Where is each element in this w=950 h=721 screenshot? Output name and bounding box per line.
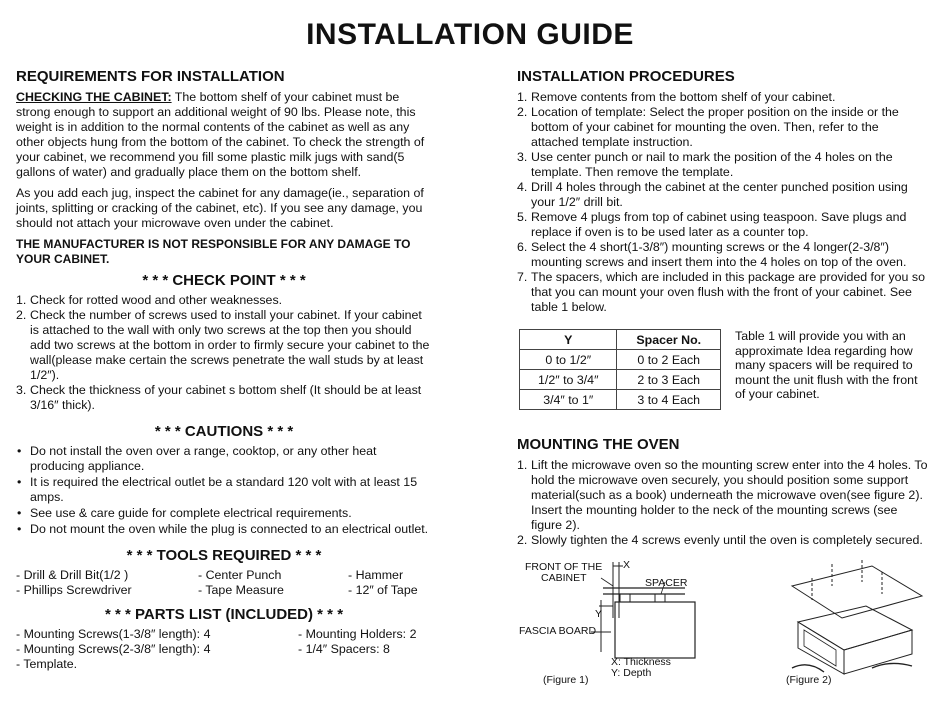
parts-list — [16, 627, 432, 672]
item-number: 7. — [517, 270, 528, 284]
figure-1-caption: (Figure 1) — [543, 674, 589, 686]
depth-note: Y: Depth — [611, 667, 652, 679]
figure-1 — [515, 556, 715, 696]
item-number: 1. — [16, 293, 27, 307]
column-header: Y — [520, 330, 617, 350]
list-item — [16, 475, 432, 505]
parts-heading: * * * PARTS LIST (INCLUDED) * * * — [104, 606, 344, 623]
item-text: Do not mount the oven while the plug is connected to an electrical outlet. — [30, 522, 429, 536]
item-text: Check for rotted wood and other weaknesses. — [30, 293, 283, 307]
list-item — [517, 90, 929, 105]
jug-paragraph: As you add each jug, inspect the cabinet for any damage(ie., separation of joints, splitting or cracking of the cabinet, etc). If you see any damage, you should not attach your microwave oven under the cabinet. — [16, 186, 424, 230]
figure-2 — [772, 556, 932, 696]
list-item — [16, 308, 432, 383]
table-row — [520, 350, 721, 370]
y-label: Y — [595, 608, 603, 620]
list-item — [517, 458, 929, 533]
column-header: Spacer No. — [617, 330, 721, 350]
cautions-list — [16, 444, 432, 537]
figure-2-diagram-icon — [772, 556, 932, 686]
item-number: 2. — [517, 105, 528, 119]
spacer-table — [519, 329, 721, 410]
procedures-list — [517, 90, 929, 315]
list-item — [517, 180, 929, 210]
list-item: - Phillips Screwdriver — [16, 583, 132, 597]
table-note: Table 1 will provide you with an approximate Idea regarding how many spacers will be required to mount the unit flush with the front of your cabinet. — [735, 329, 918, 401]
page-title: INSTALLATION GUIDE — [306, 18, 634, 51]
bullet-icon: • — [17, 506, 22, 520]
item-text: See use & care guide for complete electrical requirements. — [30, 506, 352, 520]
table-cell: 3 to 4 Each — [617, 390, 721, 410]
item-number: 4. — [517, 180, 528, 194]
check-point-list — [16, 293, 432, 413]
item-text: Remove contents from the bottom shelf of your cabinet. — [531, 90, 836, 104]
check-point-heading: * * * CHECK POINT * * * — [142, 272, 306, 289]
list-item: - Mounting Screws(2-3/8″ length): 4 — [16, 642, 211, 656]
list-item — [16, 383, 432, 413]
list-item — [16, 293, 432, 308]
cautions-heading: * * * CAUTIONS * * * — [154, 423, 294, 440]
table-cell: 2 to 3 Each — [617, 370, 721, 390]
list-item — [517, 240, 929, 270]
item-text: Use center punch or nail to mark the position of the 4 holes on the template. Then remove the template. — [531, 150, 893, 179]
list-item: - Template. — [16, 657, 78, 671]
item-text: Drill 4 holes through the cabinet at the center punched position using your 1/2″ drill bit. — [531, 180, 908, 209]
item-number: 1. — [517, 458, 528, 472]
bullet-icon: • — [17, 522, 22, 536]
list-item — [517, 105, 929, 150]
manufacturer-warning: THE MANUFACTURER IS NOT RESPONSIBLE FOR ANY DAMAGE TO YOUR CABINET. — [16, 237, 411, 266]
cabinet-label: CABINET — [541, 572, 587, 584]
list-item: - Tape Measure — [198, 583, 284, 597]
list-item — [517, 533, 929, 548]
procedures-heading: INSTALLATION PROCEDURES — [517, 68, 735, 85]
check-cabinet-paragraph — [16, 90, 432, 180]
bullet-icon: • — [17, 475, 22, 489]
tools-heading: * * * TOOLS REQUIRED * * * — [126, 547, 322, 564]
table-row — [520, 370, 721, 390]
tools-list — [16, 568, 432, 598]
table-cell: 0 to 1/2″ — [520, 350, 617, 370]
x-label: X — [623, 559, 631, 571]
item-text: Check the number of screws used to install your cabinet. If your cabinet is attached to the wall with only two screws at the top then you should add two screws at the bottom in order to firmly secure your cabinet to the wall(please make certain the screws penetrate the wall studs by at least 1/2″). — [30, 308, 430, 382]
table-cell: 1/2″ to 3/4″ — [520, 370, 617, 390]
list-item: - Drill & Drill Bit(1/2 ) — [16, 568, 129, 582]
requirements-heading: REQUIREMENTS FOR INSTALLATION — [16, 68, 285, 85]
item-text: Location of template: Select the proper position on the inside or the bottom of your cabinet for mounting the oven. Then, refer to the attached template instruction. — [531, 105, 899, 149]
item-text: Check the thickness of your cabinet s bottom shelf (It should be at least 3/16″ thick). — [30, 383, 422, 412]
list-item — [517, 210, 929, 240]
item-number: 3. — [517, 150, 528, 164]
table-header-row — [520, 330, 721, 350]
list-item: - 12″ of Tape — [348, 583, 418, 597]
table-row — [520, 390, 721, 410]
item-text: Lift the microwave oven so the mounting screw enter into the 4 holes. To hold the microwave oven securely, you should position some support material(such as a book) underneath the microwave oven(see figure 2). Insert the mounting holder to the neck of the mounting screws (see figure 2). — [531, 458, 928, 532]
item-number: 1. — [517, 90, 528, 104]
mounting-heading: MOUNTING THE OVEN — [517, 436, 680, 453]
item-text: Slowly tighten the 4 screws evenly until the oven is completely secured. — [531, 533, 923, 547]
spacer-label: SPACER — [645, 577, 688, 589]
item-text: It is required the electrical outlet be a standard 120 volt with at least 15 amps. — [30, 475, 418, 504]
left-column — [16, 68, 432, 672]
front-of-cabinet-label: FRONT OF THE — [525, 561, 603, 573]
list-item — [16, 506, 432, 521]
fascia-board-label: FASCIA BOARD — [519, 625, 597, 637]
item-number: 3. — [16, 383, 27, 397]
list-item — [16, 444, 432, 474]
bullet-icon: • — [17, 444, 22, 458]
table-cell: 0 to 2 Each — [617, 350, 721, 370]
list-item — [16, 522, 432, 537]
list-item — [517, 270, 929, 315]
item-text: Do not install the oven over a range, cooktop, or any other heat producing appliance. — [30, 444, 377, 473]
thickness-note: X: Thickness — [611, 656, 671, 668]
figure-2-caption: (Figure 2) — [786, 674, 832, 686]
list-item: - Center Punch — [198, 568, 282, 582]
list-item: - 1/4″ Spacers: 8 — [298, 642, 390, 656]
table-cell: 3/4″ to 1″ — [520, 390, 617, 410]
item-number: 5. — [517, 210, 528, 224]
item-number: 6. — [517, 240, 528, 254]
list-item: - Mounting Screws(1-3/8″ length): 4 — [16, 627, 211, 641]
item-number: 2. — [517, 533, 528, 547]
item-text: Select the 4 short(1-3/8″) mounting screws or the 4 longer(2-3/8″) mounting screws and insert them into the 4 holes on top of the oven. — [531, 240, 907, 269]
spacer-table-section — [519, 329, 929, 410]
item-text: The spacers, which are included in this package are provided for you so that you can mount your oven flush with the front of your cabinet. See table 1 below. — [531, 270, 925, 314]
item-number: 2. — [16, 308, 27, 322]
mounting-list — [517, 458, 929, 548]
list-item: - Hammer — [348, 568, 404, 582]
list-item — [517, 150, 929, 180]
check-cabinet-label: CHECKING THE CABINET: — [16, 90, 172, 104]
item-text: Remove 4 plugs from top of cabinet using teaspoon. Save plugs and replace if oven is to be used later as a counter top. — [531, 210, 907, 239]
right-column — [517, 68, 929, 548]
list-item: - Mounting Holders: 2 — [298, 627, 417, 641]
check-cabinet-text: The bottom shelf of your cabinet must be strong enough to support an additional weight of 90 lbs. Please note, this weight is in addition to the normal contents of the cabinet as well as any other objects hung from the bottom of the cabinet. To check the strength of your cabinet, we recommend you fill some plastic milk jugs with sand(5 gallons of water) and gradually place them on the bottom shelf. — [16, 90, 425, 179]
